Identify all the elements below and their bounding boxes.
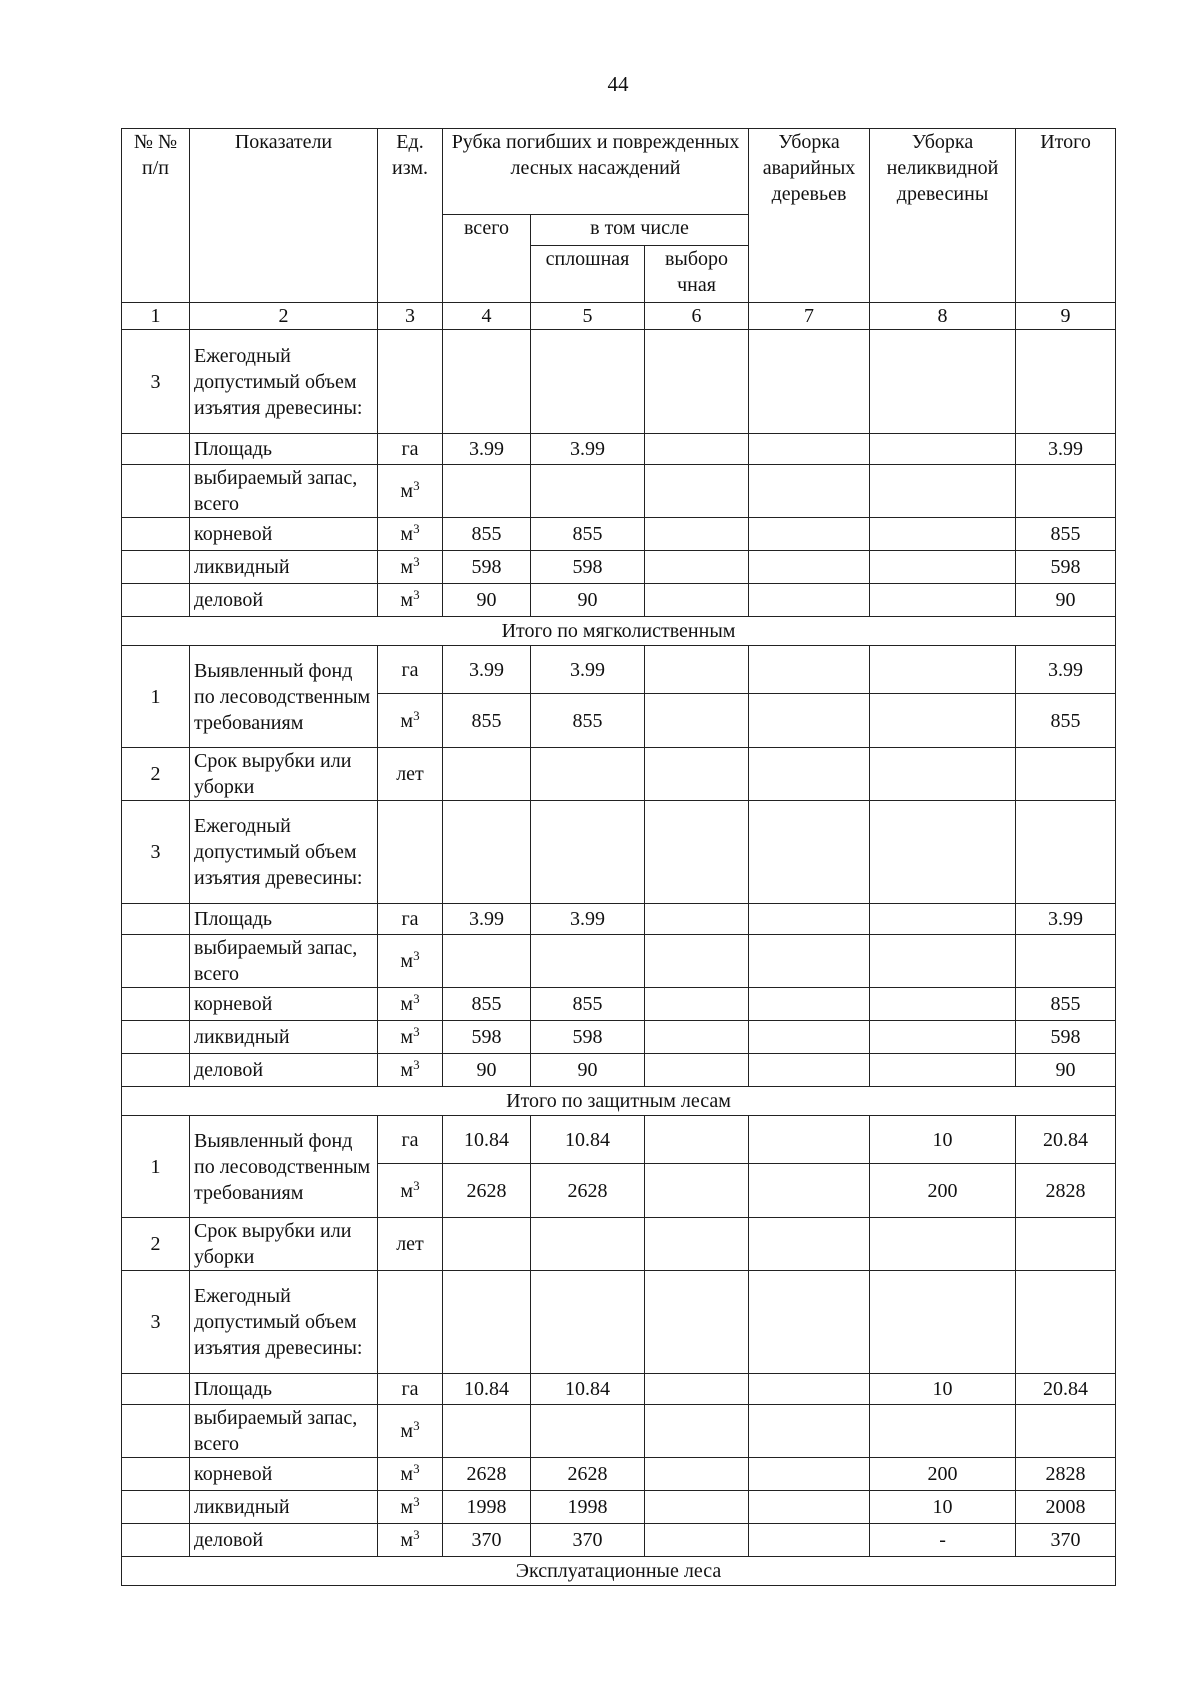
- section-title: Итого по мягколиственным: [122, 617, 1116, 646]
- table-row: [122, 551, 1116, 584]
- col-num: 3: [378, 303, 443, 330]
- value-cell: [749, 904, 870, 935]
- section-title: Итого по защитным лесам: [122, 1087, 1116, 1116]
- row-label: Ежегодный допустимый объем изъятия древесины:: [190, 330, 378, 434]
- table-row: [122, 1271, 1116, 1374]
- value-cell: [749, 1374, 870, 1405]
- unit-cell: $м^3$: [378, 1164, 443, 1218]
- header-clear-cut: сплошная: [531, 246, 645, 303]
- value-cell: 855: [1016, 518, 1116, 551]
- row-label: Площадь: [190, 1374, 378, 1405]
- row-number: 3: [122, 330, 190, 434]
- value-cell: 598: [531, 551, 645, 584]
- col-num: 1: [122, 303, 190, 330]
- value-cell: [645, 1374, 749, 1405]
- header-total: Итого: [1016, 129, 1116, 303]
- table-row: [122, 646, 1116, 694]
- table-row: [122, 748, 1116, 801]
- value-cell: [870, 434, 1016, 465]
- table-row: [122, 1116, 1116, 1164]
- value-cell: [749, 1116, 870, 1164]
- table-row: [122, 1524, 1116, 1557]
- header-row-number: № № п/п: [122, 129, 190, 303]
- unit-cell: га: [378, 1116, 443, 1164]
- section-row: [122, 1557, 1116, 1586]
- unit-cell: $м^3$: [378, 935, 443, 988]
- forest-harvest-table: [121, 128, 1116, 1586]
- table-row: [122, 1054, 1116, 1087]
- row-label: корневой: [190, 988, 378, 1021]
- value-cell: 10.84: [443, 1116, 531, 1164]
- value-cell: [645, 434, 749, 465]
- row-label: Выявленный фонд по лесоводственным требованиям: [190, 646, 378, 748]
- row-number: 3: [122, 801, 190, 904]
- value-cell: 90: [1016, 1054, 1116, 1087]
- table-row: [122, 1458, 1116, 1491]
- value-cell: [749, 646, 870, 694]
- value-cell: 10: [870, 1116, 1016, 1164]
- value-cell: [645, 518, 749, 551]
- unit-cell: $м^3$: [378, 551, 443, 584]
- unit-cell: $м^3$: [378, 584, 443, 617]
- unit-cell: га: [378, 1374, 443, 1405]
- value-cell: 10.84: [531, 1374, 645, 1405]
- value-cell: [645, 1116, 749, 1164]
- row-label: деловой: [190, 584, 378, 617]
- value-cell: [645, 551, 749, 584]
- value-cell: 90: [531, 584, 645, 617]
- row-number: 2: [122, 1218, 190, 1271]
- value-cell: 1998: [443, 1491, 531, 1524]
- header-indicators: Показатели: [190, 129, 378, 303]
- value-cell: [870, 584, 1016, 617]
- header-all: всего: [443, 215, 531, 303]
- value-cell: 3.99: [531, 646, 645, 694]
- value-cell: [645, 904, 749, 935]
- value-cell: [749, 1524, 870, 1557]
- unit-cell: $м^3$: [378, 1491, 443, 1524]
- value-cell: 370: [1016, 1524, 1116, 1557]
- unit-cell: лет: [378, 1218, 443, 1271]
- header-unit: Ед. изм.: [378, 129, 443, 303]
- value-cell: 855: [531, 518, 645, 551]
- table-row: [122, 801, 1116, 904]
- header-row-1: [122, 129, 1116, 215]
- value-cell: [645, 584, 749, 617]
- row-label: Выявленный фонд по лесоводственным требованиям: [190, 1116, 378, 1218]
- value-cell: [870, 1054, 1016, 1087]
- value-cell: [645, 694, 749, 748]
- value-cell: 10.84: [443, 1374, 531, 1405]
- value-cell: [645, 1021, 749, 1054]
- value-cell: [645, 1054, 749, 1087]
- table-row: [122, 584, 1116, 617]
- table-row: [122, 904, 1116, 935]
- value-cell: [749, 1054, 870, 1087]
- row-label: Срок вырубки или уборки: [190, 1218, 378, 1271]
- value-cell: 370: [531, 1524, 645, 1557]
- row-label: корневой: [190, 1458, 378, 1491]
- table-row: [122, 1374, 1116, 1405]
- row-label: ликвидный: [190, 1021, 378, 1054]
- value-cell: [645, 1491, 749, 1524]
- row-label: корневой: [190, 518, 378, 551]
- row-label: ликвидный: [190, 551, 378, 584]
- value-cell: 3.99: [531, 434, 645, 465]
- value-cell: 3.99: [443, 646, 531, 694]
- table-row: [122, 1218, 1116, 1271]
- table-row: [122, 988, 1116, 1021]
- value-cell: 855: [443, 694, 531, 748]
- unit-cell: $м^3$: [378, 1054, 443, 1087]
- value-cell: [645, 646, 749, 694]
- value-cell: 3.99: [443, 904, 531, 935]
- col-num: 6: [645, 303, 749, 330]
- value-cell: 855: [1016, 988, 1116, 1021]
- value-cell: 10: [870, 1374, 1016, 1405]
- unit-cell: $м^3$: [378, 518, 443, 551]
- row-label: деловой: [190, 1524, 378, 1557]
- value-cell: [645, 1524, 749, 1557]
- table-row: [122, 330, 1116, 434]
- value-cell: 90: [1016, 584, 1116, 617]
- unit-cell: $м^3$: [378, 465, 443, 518]
- value-cell: 90: [443, 584, 531, 617]
- col-num: 4: [443, 303, 531, 330]
- row-number: 2: [122, 748, 190, 801]
- row-label: выбираемый запас, всего: [190, 465, 378, 518]
- col-num: 5: [531, 303, 645, 330]
- value-cell: [870, 518, 1016, 551]
- value-cell: 3.99: [1016, 646, 1116, 694]
- unit-cell: лет: [378, 748, 443, 801]
- unit-cell: $м^3$: [378, 1405, 443, 1458]
- section-row: [122, 1087, 1116, 1116]
- value-cell: [870, 1021, 1016, 1054]
- value-cell: 2628: [443, 1164, 531, 1218]
- value-cell: 598: [443, 551, 531, 584]
- value-cell: 598: [443, 1021, 531, 1054]
- value-cell: [749, 988, 870, 1021]
- column-number-row: [122, 303, 1116, 330]
- table-row: [122, 518, 1116, 551]
- unit-cell: га: [378, 434, 443, 465]
- value-cell: 855: [1016, 694, 1116, 748]
- header-including: в том числе: [531, 215, 749, 246]
- value-cell: [870, 694, 1016, 748]
- value-cell: 90: [443, 1054, 531, 1087]
- value-cell: 2628: [443, 1458, 531, 1491]
- row-number: 1: [122, 646, 190, 748]
- table-row: [122, 465, 1116, 518]
- value-cell: [749, 518, 870, 551]
- value-cell: 2828: [1016, 1164, 1116, 1218]
- value-cell: [645, 1164, 749, 1218]
- unit-cell: $м^3$: [378, 988, 443, 1021]
- value-cell: 20.84: [1016, 1374, 1116, 1405]
- row-number: 3: [122, 1271, 190, 1374]
- value-cell: 10.84: [531, 1116, 645, 1164]
- col-num: 2: [190, 303, 378, 330]
- value-cell: 2828: [1016, 1458, 1116, 1491]
- row-label: Срок вырубки или уборки: [190, 748, 378, 801]
- value-cell: 2628: [531, 1164, 645, 1218]
- header-dead-stand-felling: Рубка погибших и поврежденных лесных насаждений: [443, 129, 749, 215]
- row-label: деловой: [190, 1054, 378, 1087]
- value-cell: 855: [531, 988, 645, 1021]
- value-cell: 2008: [1016, 1491, 1116, 1524]
- value-cell: 3.99: [1016, 904, 1116, 935]
- value-cell: 598: [531, 1021, 645, 1054]
- section-row: [122, 617, 1116, 646]
- value-cell: [749, 1021, 870, 1054]
- row-number: 1: [122, 1116, 190, 1218]
- unit-cell: га: [378, 646, 443, 694]
- unit-cell: $м^3$: [378, 1021, 443, 1054]
- header-selective: выборо чная: [645, 246, 749, 303]
- unit-cell: $м^3$: [378, 1524, 443, 1557]
- table-row: [122, 434, 1116, 465]
- value-cell: [749, 584, 870, 617]
- value-cell: [870, 904, 1016, 935]
- value-cell: 3.99: [531, 904, 645, 935]
- value-cell: [749, 1491, 870, 1524]
- value-cell: [749, 434, 870, 465]
- value-cell: [749, 1458, 870, 1491]
- value-cell: 855: [443, 518, 531, 551]
- row-label: выбираемый запас, всего: [190, 1405, 378, 1458]
- value-cell: 598: [1016, 551, 1116, 584]
- value-cell: [645, 988, 749, 1021]
- value-cell: [870, 646, 1016, 694]
- unit-cell: $м^3$: [378, 1458, 443, 1491]
- header-illiquid-wood: Уборка неликвидной древесины: [870, 129, 1016, 303]
- header-emergency-trees: Уборка аварийных деревьев: [749, 129, 870, 303]
- value-cell: 2628: [531, 1458, 645, 1491]
- value-cell: 855: [443, 988, 531, 1021]
- col-num: 8: [870, 303, 1016, 330]
- value-cell: [645, 1458, 749, 1491]
- value-cell: 1998: [531, 1491, 645, 1524]
- row-label: ликвидный: [190, 1491, 378, 1524]
- value-cell: 200: [870, 1458, 1016, 1491]
- table-row: [122, 1021, 1116, 1054]
- table-row: [122, 1491, 1116, 1524]
- page-number: 44: [607, 72, 629, 96]
- value-cell: 855: [531, 694, 645, 748]
- unit-cell: $м^3$: [378, 694, 443, 748]
- value-cell: 90: [531, 1054, 645, 1087]
- value-cell: [749, 551, 870, 584]
- value-cell: 200: [870, 1164, 1016, 1218]
- col-num: 7: [749, 303, 870, 330]
- row-label: Площадь: [190, 434, 378, 465]
- value-cell: [870, 988, 1016, 1021]
- value-cell: [870, 551, 1016, 584]
- row-label: Ежегодный допустимый объем изъятия древесины:: [190, 1271, 378, 1374]
- value-cell: 3.99: [443, 434, 531, 465]
- value-cell: 598: [1016, 1021, 1116, 1054]
- value-cell: -: [870, 1524, 1016, 1557]
- value-cell: [749, 694, 870, 748]
- section-title: Эксплуатационные леса: [122, 1557, 1116, 1586]
- value-cell: [749, 1164, 870, 1218]
- value-cell: 370: [443, 1524, 531, 1557]
- value-cell: 3.99: [1016, 434, 1116, 465]
- row-label: Ежегодный допустимый объем изъятия древесины:: [190, 801, 378, 904]
- table-row: [122, 1405, 1116, 1458]
- row-label: выбираемый запас, всего: [190, 935, 378, 988]
- value-cell: 20.84: [1016, 1116, 1116, 1164]
- row-label: Площадь: [190, 904, 378, 935]
- col-num: 9: [1016, 303, 1116, 330]
- unit-cell: га: [378, 904, 443, 935]
- value-cell: 10: [870, 1491, 1016, 1524]
- table-row: [122, 935, 1116, 988]
